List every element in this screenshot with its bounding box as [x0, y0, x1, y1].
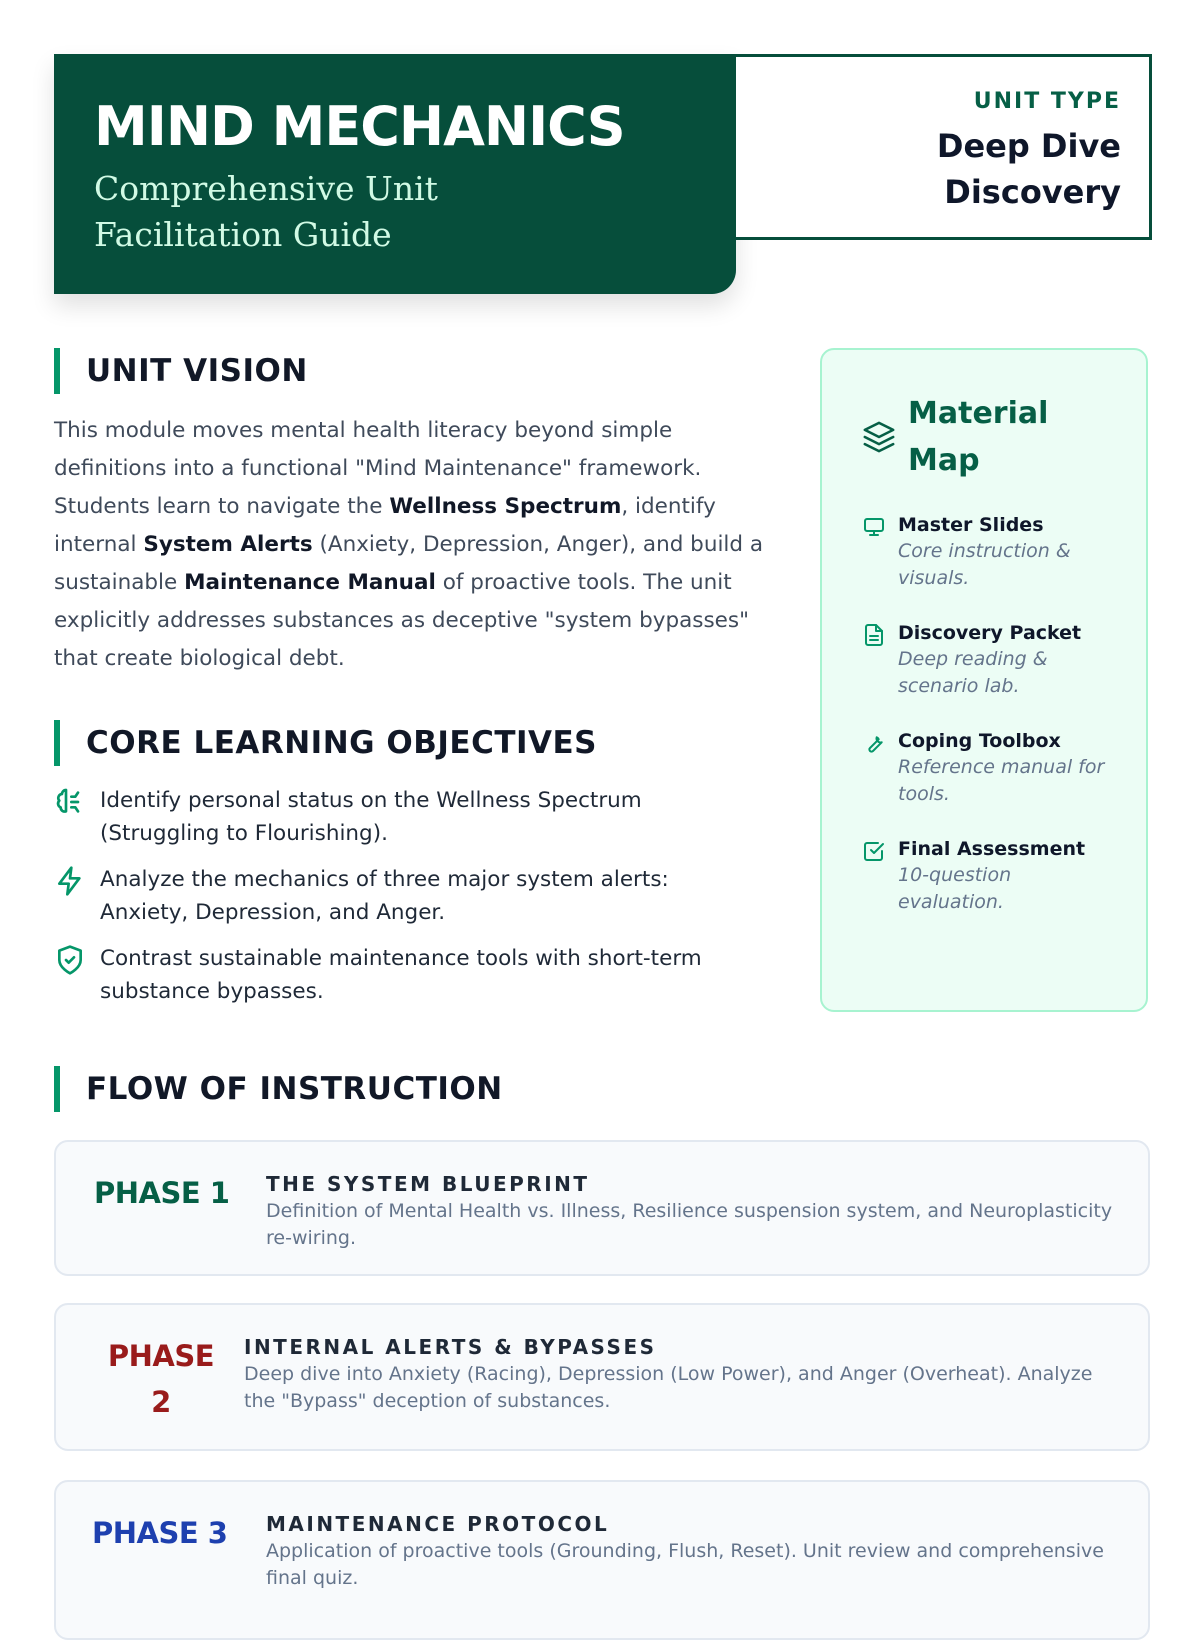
material-name: Final Assessment — [898, 838, 1086, 860]
checkbox-icon — [862, 839, 886, 863]
vision-text-part: (Anxiety, Depression, Anger), and build a sustainable — [54, 532, 764, 595]
objective-item — [54, 863, 754, 929]
phase-label-line2: 2 — [151, 1385, 171, 1419]
unit-type-box — [736, 54, 1152, 240]
vision-text-part: of proactive tools. The unit explicitly addresses substances as deceptive "system bypasses" that create biological debt. — [54, 570, 749, 671]
phase-label: PHASE 1 — [94, 1176, 230, 1210]
phase-description: Definition of Mental Health vs. Illness, Resilience suspension system, and Neuroplasticity re-wiring. — [266, 1200, 1113, 1249]
material-item[interactable] — [862, 512, 1116, 592]
monitor-icon — [862, 515, 886, 539]
page-header — [54, 54, 1152, 294]
phase-body — [244, 1333, 1118, 1415]
phase-label: PHASE 3 — [92, 1516, 228, 1550]
material-name: Coping Toolbox — [898, 730, 1061, 752]
vision-text-part: , identify internal — [54, 494, 716, 557]
material-description: Deep reading & scenario lab. — [898, 648, 1048, 697]
material-description: 10-question evaluation. — [898, 864, 1012, 913]
page-title: MIND MECHANICS — [94, 95, 625, 158]
phase-description: Deep dive into Anxiety (Racing), Depression (Low Power), and Anger (Overheat). Analyze the "Bypass" deception of substances. — [244, 1363, 1093, 1412]
material-item[interactable] — [862, 836, 1116, 916]
objectives-list — [54, 784, 754, 1021]
wellness-spectrum-term: Wellness Spectrum — [389, 494, 622, 519]
phase-card-3 — [54, 1480, 1150, 1640]
header-title-block — [54, 54, 736, 294]
unit-vision-text — [54, 412, 774, 678]
system-alerts-term: System Alerts — [143, 532, 313, 557]
material-description: Core instruction & visuals. — [898, 540, 1071, 589]
material-description: Reference manual for tools. — [898, 756, 1105, 805]
objective-text: Analyze the mechanics of three major system alerts: Anxiety, Depression, and Anger. — [100, 867, 669, 925]
material-name: Master Slides — [898, 514, 1044, 536]
unit-vision-heading: UNIT VISION — [54, 348, 308, 394]
phase-body — [266, 1170, 1118, 1252]
material-name: Discovery Packet — [898, 622, 1082, 644]
flow-heading: FLOW OF INSTRUCTION — [54, 1066, 503, 1112]
material-map-title: Material Map — [908, 396, 1049, 478]
phase-label-line1: PHASE — [107, 1339, 215, 1373]
unit-type-value-line1: Deep Dive — [936, 127, 1121, 165]
brain-icon — [54, 786, 86, 818]
material-item[interactable] — [862, 620, 1116, 700]
layers-icon — [862, 420, 896, 454]
lightning-icon — [54, 865, 86, 897]
phase-title: INTERNAL ALERTS & BYPASSES — [244, 1335, 657, 1359]
document-icon — [862, 623, 886, 647]
phase-card-2 — [54, 1303, 1150, 1451]
unit-type-label: UNIT TYPE — [973, 89, 1121, 114]
phase-description: Application of proactive tools (Grounding, Flush, Reset). Unit review and comprehensive final quiz. — [266, 1540, 1104, 1589]
objective-item — [54, 942, 754, 1008]
material-map-header — [862, 390, 1116, 484]
objective-item — [54, 784, 754, 850]
phase-title: MAINTENANCE PROTOCOL — [266, 1512, 610, 1536]
shield-check-icon — [54, 944, 86, 976]
phase-title: THE SYSTEM BLUEPRINT — [266, 1172, 590, 1196]
unit-type-value-line2: Discovery — [944, 173, 1121, 211]
objectives-heading: CORE LEARNING OBJECTIVES — [54, 720, 597, 766]
unit-type-value — [764, 123, 1121, 215]
material-item[interactable] — [862, 728, 1116, 808]
phase-card-1 — [54, 1140, 1150, 1276]
phase-body — [266, 1510, 1118, 1592]
page-subtitle: Comprehensive Unit Facilitation Guide — [94, 169, 438, 254]
objective-text: Identify personal status on the Wellness Spectrum (Struggling to Flourishing). — [100, 788, 642, 846]
phase-label — [86, 1333, 236, 1425]
objective-text: Contrast sustainable maintenance tools with short-term substance bypasses. — [100, 946, 702, 1004]
material-map-panel — [820, 348, 1148, 1012]
maintenance-manual-term: Maintenance Manual — [184, 570, 436, 595]
vision-text-part: This module moves mental health literacy beyond simple definitions into a functional "Mind Maintenance" framework. Students learn to navigate the — [54, 418, 702, 519]
wrench-icon — [862, 731, 886, 755]
